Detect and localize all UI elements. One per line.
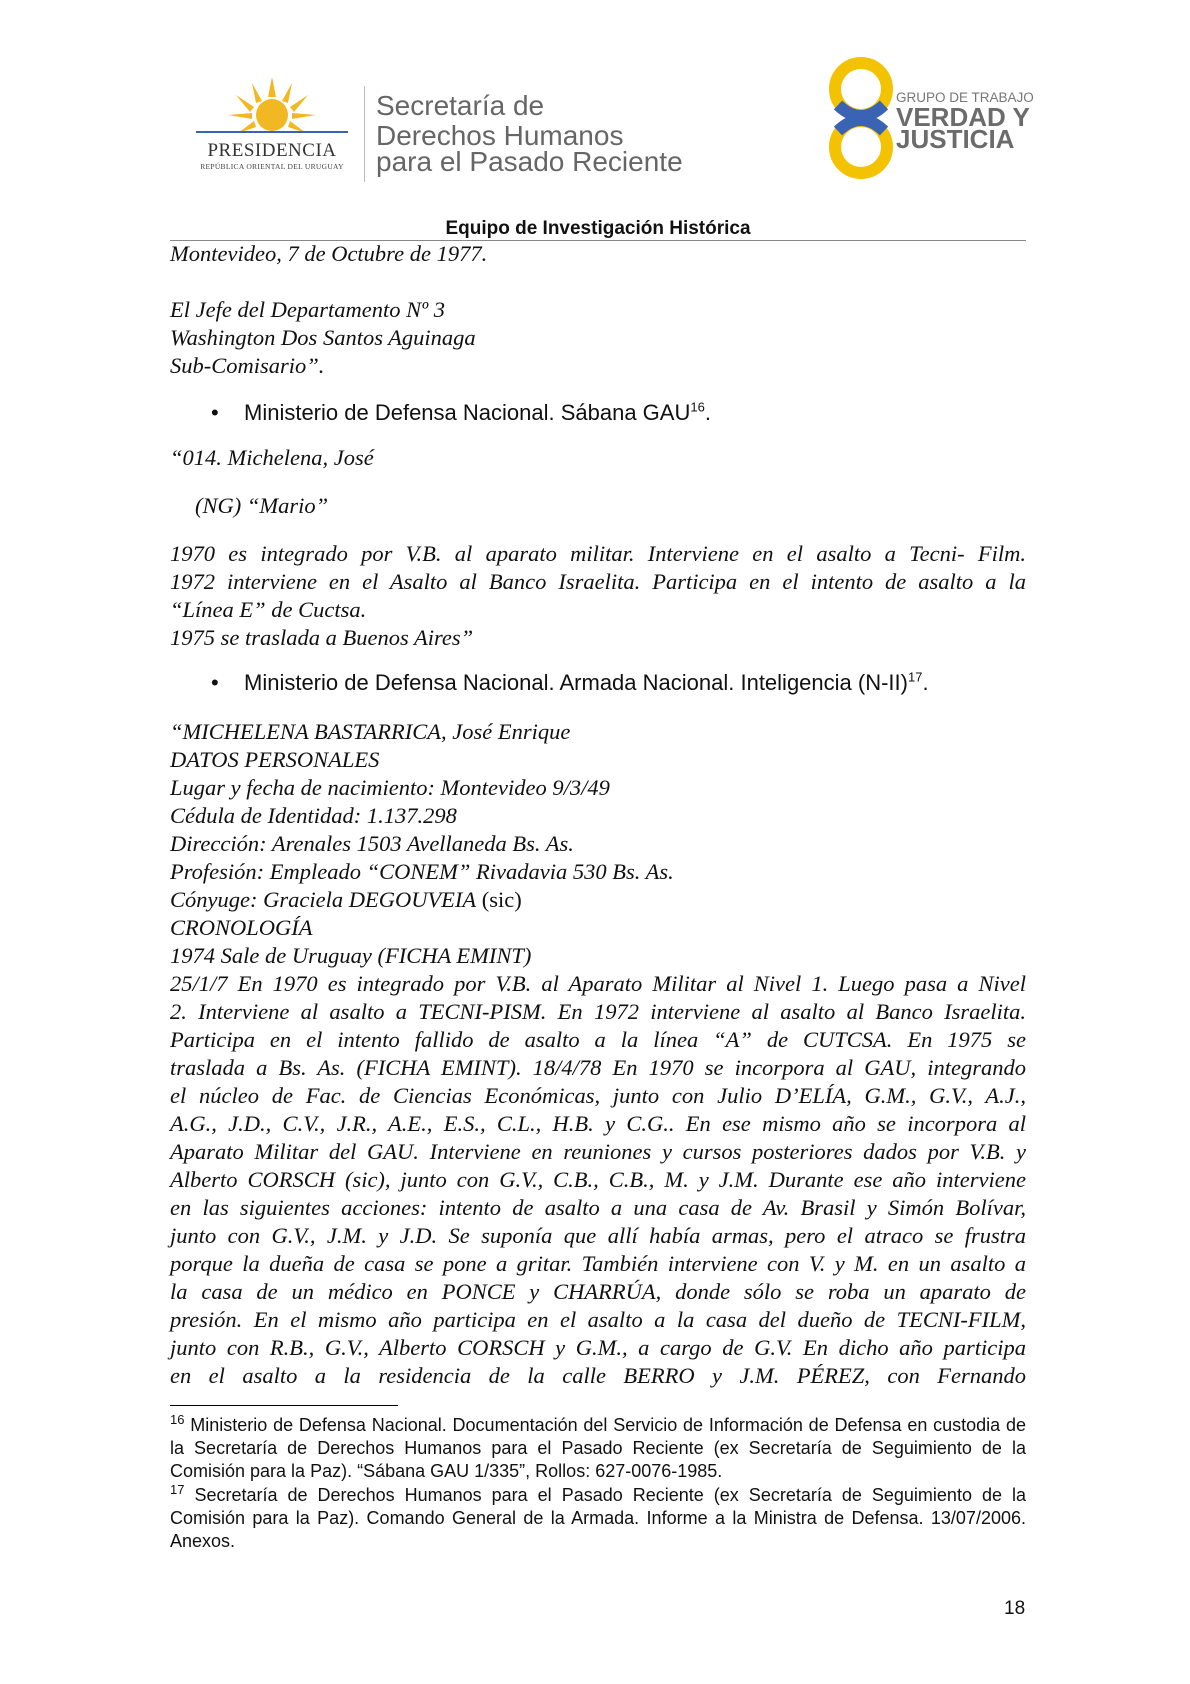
bullet-icon: • xyxy=(211,670,219,695)
secretaria-line-1: Secretaría de xyxy=(376,90,545,121)
footnote-ref-16[interactable]: 16 xyxy=(690,399,705,415)
paragraph-line: el núcleo de Fac. de Ciencias Económicas, junto con Julio D’ELÍA, G.M., G.V., A.J., xyxy=(170,1083,1026,1108)
record-line: DATOS PERSONALES xyxy=(170,747,380,772)
paragraph-line: 1975 se traslada a Buenos Aires” xyxy=(170,625,474,650)
record-line: Cónyuge: Graciela DEGOUVEIA (sic) xyxy=(170,887,522,912)
paragraph-line: 1970 es integrado por V.B. al aparato militar. Interviene en el asalto a Tecni- Film. xyxy=(170,541,1026,566)
paragraph-line: junto con R.B., G.V., Alberto CORSCH y G.M., a cargo de G.V. En dicho año participa xyxy=(170,1335,1026,1360)
record-line: Cédula de Identidad: 1.137.298 xyxy=(170,803,457,828)
header-title: Equipo de Investigación Histórica xyxy=(445,218,751,239)
paragraph-line: 1972 interviene en el Asalto al Banco Israelita. Participa en el intento de asalto a la xyxy=(170,569,1026,594)
bullet-item-2: Ministerio de Defensa Nacional. Armada Nacional. Inteligencia $(N-II)^{17}$. xyxy=(244,669,929,695)
footnote-16: $^{16}$ Ministerio de Defensa Nacional. Documentación del Servicio de Información de Defensa en custodia de la Secretaría de Derechos Humanos para el Pasado Reciente (ex Secretaría de Seguimiento de la Comisión para la Paz). “Sábana GAU 1/335”, Rollos: 627-0076-1985. xyxy=(170,1412,1026,1481)
page-number: 18 xyxy=(1004,1598,1026,1619)
footnote-marker: 16 xyxy=(170,1412,185,1427)
bullet-icon: • xyxy=(211,400,219,425)
paragraph-line: presión. En el mismo año participa en el asalto a la casa del dueño de TECNI-FILM, xyxy=(170,1307,1026,1332)
paragraph-line: traslada a Bs. As. (FICHA EMINT). 18/4/78 En 1970 se incorpora al GAU, integrando xyxy=(170,1055,1026,1080)
paragraph-line: 2. Interviene al asalto a TECNI-PISM. En 1972 interviene al asalto al Banco Israelita. xyxy=(170,999,1026,1024)
grupo-trabajo-label: GRUPO DE TRABAJO xyxy=(896,90,1034,105)
record-line: Profesión: Empleado “CONEM” Rivadavia 530 Bs. As. xyxy=(170,859,674,884)
paragraph-line: Aparato Militar del GAU. Interviene en reuniones y cursos posteriores dados por V.B. y xyxy=(170,1139,1026,1164)
record-line: CRONOLOGÍA xyxy=(170,915,313,940)
body-line-entry: “014. Michelena, José xyxy=(170,445,374,470)
secretaria-line-3: para el Pasado Reciente xyxy=(376,146,683,177)
justicia-label: JUSTICIA xyxy=(896,124,1015,154)
body-line-date: Montevideo, 7 de Octubre de 1977. xyxy=(170,241,488,266)
verdad-justicia-rings-logo xyxy=(822,55,900,181)
paragraph-line: 25/1/7 En 1970 es integrado por V.B. al Aparato Militar al Nivel 1. Luego pasa a Nivel xyxy=(170,971,1026,996)
verdad-label: VERDAD Y xyxy=(896,102,1030,132)
record-line: “MICHELENA BASTARRICA, José Enrique xyxy=(170,719,571,744)
footnote-ref-17[interactable]: 17 xyxy=(907,669,923,685)
record-line: 1974 Sale de Uruguay (FICHA EMINT) xyxy=(170,943,532,968)
footnote-17: $^{17}$ Secretaría de Derechos Humanos para el Pasado Reciente (ex Secretaría de Seguimiento de la Comisión para la Paz). Comando General de la Armada. Informe a la Ministra de Defensa. 13/07/2006. Anexos. xyxy=(170,1482,1026,1551)
footnote-rule xyxy=(170,1405,398,1406)
paragraph-line: en las siguientes acciones: intento de asalto a una casa de Av. Brasil y Simón Bolívar, xyxy=(170,1195,1026,1220)
paragraph-line: la casa de un médico en PONCE y CHARRÚA, donde sólo se roba un aparato de xyxy=(170,1279,1026,1304)
paragraph-line: junto con G.V., J.M. y J.D. Se suponía que allí había armas, pero el atraco se frustra xyxy=(170,1223,1026,1248)
footnote-marker: 17 xyxy=(170,1482,185,1497)
body-line-alias: (NG) “Mario” xyxy=(195,493,329,518)
paragraph-line: Alberto CORSCH (sic), junto con G.V., C.B., C.B., M. y J.M. Durante ese año interviene xyxy=(170,1167,1026,1192)
header-divider xyxy=(364,86,365,182)
presidencia-subtitle: REPÚBLICA ORIENTAL DEL URUGUAY xyxy=(200,162,344,171)
paragraph-line: Participa en el intento fallido de asalto a la línea “A” de CUTCSA. En 1975 se xyxy=(170,1027,1026,1052)
record-line: Lugar y fecha de nacimiento: Montevideo 9/3/49 xyxy=(170,775,610,800)
record-line: Dirección: Arenales 1503 Avellaneda Bs. As. xyxy=(170,831,574,856)
paragraph-line: “Línea E” de Cuctsa. xyxy=(170,597,367,622)
paragraph-line: A.G., J.D., C.V., J.R., A.E., E.S., C.L., H.B. y C.G.. En ese mismo año se incorpora al xyxy=(170,1111,1026,1136)
body-line-rank: Sub-Comisario”. xyxy=(170,353,325,378)
paragraph-line: en el asalto a la residencia de la calle BERRO y J.M. PÉREZ, con Fernando xyxy=(170,1363,1026,1388)
paragraph-line: porque la dueña de casa se pone a gritar. También interviene con V. y M. en un asalto a xyxy=(170,1251,1026,1276)
secretaria-line-2: Derechos Humanos xyxy=(376,120,624,151)
bullet-item-1: Ministerio de Defensa Nacional. Sábana GAU$^{16}$. xyxy=(244,399,711,425)
body-line-name: Washington Dos Santos Aguinaga xyxy=(170,325,476,350)
presidencia-name: PRESIDENCIA xyxy=(207,140,337,161)
body-line-jefe: El Jefe del Departamento Nº 3 xyxy=(170,297,446,322)
